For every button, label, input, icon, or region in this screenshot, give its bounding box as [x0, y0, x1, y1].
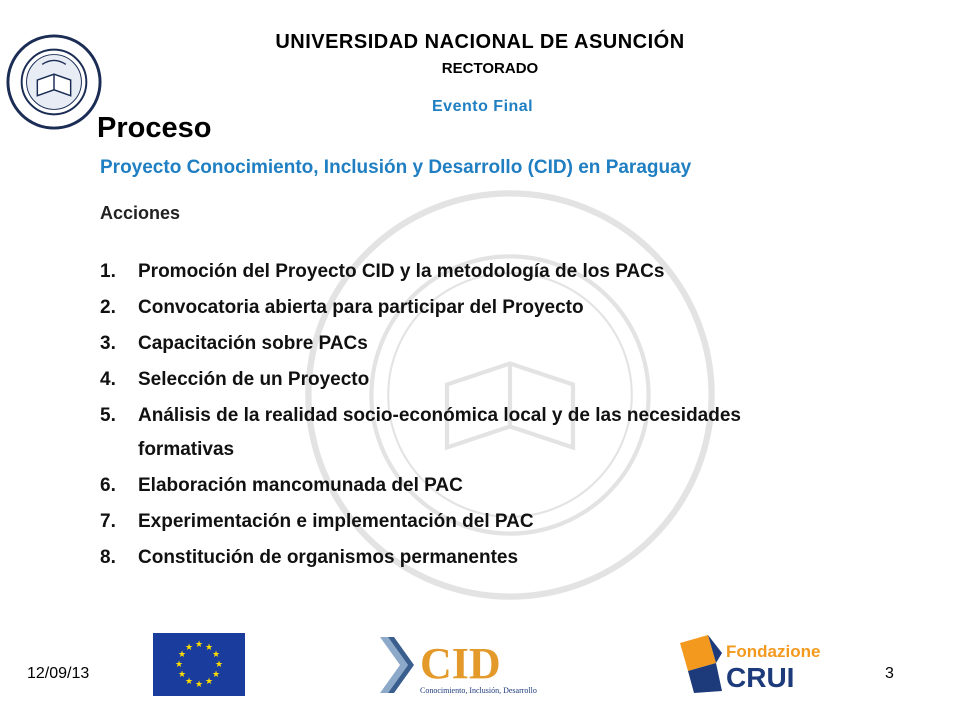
cid-logo	[378, 633, 553, 697]
list-item: 1. Promoción del Proyecto CID y la metodología de los PACs	[100, 261, 665, 282]
list-item: 8. Constitución de organismos permanentes	[100, 547, 519, 568]
svg-text:★: ★	[214, 660, 224, 670]
footer-date: 12/09/13	[27, 665, 90, 682]
page-number: 3	[885, 665, 894, 682]
svg-text:★: ★	[204, 643, 214, 653]
crui-logo-line2: CRUI	[726, 662, 795, 693]
list-item: 2. Convocatoria abierta para participar del Proyecto	[100, 297, 584, 318]
svg-text:★: ★	[177, 650, 187, 660]
svg-text:★: ★	[194, 640, 204, 650]
actions-list	[100, 255, 840, 577]
fondazione-crui-logo	[678, 633, 821, 695]
list-item: 6. Elaboración mancomunada del PAC	[100, 475, 463, 496]
svg-text:★: ★	[211, 650, 221, 660]
svg-text:★: ★	[184, 643, 194, 653]
slide-title: Proceso	[97, 112, 212, 144]
list-item: 7. Experimentación e implementación del PAC	[100, 511, 534, 532]
event-label: Evento Final	[432, 98, 534, 115]
svg-text:★: ★	[204, 677, 214, 687]
list-item: 3. Capacitación sobre PACs	[100, 333, 368, 354]
list-item: 5. Análisis de la realidad socio-económica local y de las necesidades formativas	[100, 405, 741, 460]
eu-flag-logo	[153, 633, 245, 696]
university-name: UNIVERSIDAD NACIONAL DE ASUNCIÓN	[275, 31, 685, 53]
svg-text:★: ★	[177, 670, 187, 680]
svg-text:★: ★	[194, 680, 204, 690]
section-heading: Acciones	[100, 203, 181, 223]
cid-logo-text: CID	[420, 639, 501, 688]
crui-logo-line1: Fondazione	[726, 642, 821, 661]
office-name: RECTORADO	[441, 60, 539, 77]
cid-logo-tagline: Conocimiento, Inclusión, Desarrollo	[420, 686, 537, 695]
svg-text:★: ★	[174, 660, 184, 670]
svg-text:★: ★	[184, 677, 194, 687]
list-item: 4. Selección de un Proyecto	[100, 369, 370, 390]
slide-subtitle: Proyecto Conocimiento, Inclusión y Desarrollo (CID) en Paraguay	[100, 157, 692, 178]
svg-text:★: ★	[211, 670, 221, 680]
